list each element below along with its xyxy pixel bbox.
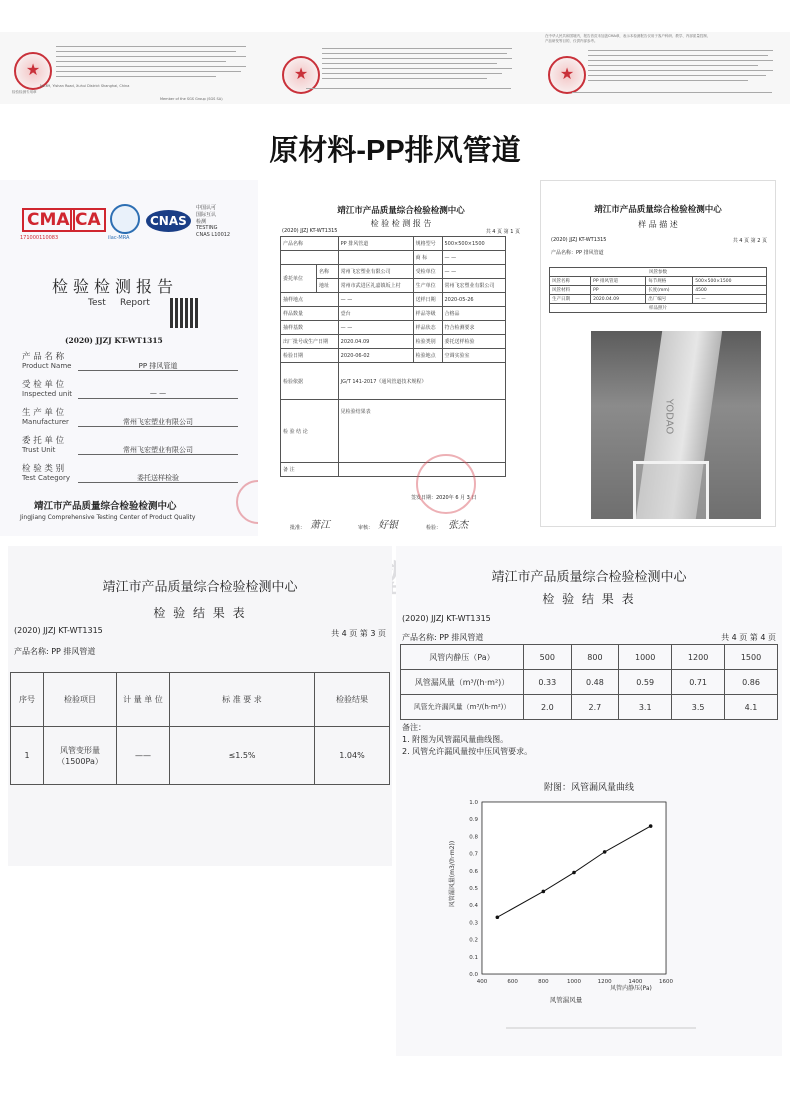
p1-page-info: 共 4 页 第 1 页 [485, 229, 520, 235]
p1-approver: 批准： [290, 525, 306, 531]
cell: 委托单位 [281, 265, 317, 293]
p4-notes-title: 备注： [402, 723, 426, 732]
chart-x-label: 风管内静压(Pa) [610, 985, 652, 992]
p3-report-no: (2020) JJZJ KT-WT1315 [14, 626, 103, 635]
cell: 2020-06-02 [338, 349, 413, 363]
x-tick-label: 1400 [628, 979, 643, 985]
member-note: Member of the SGS Group (SGS SA) [160, 97, 223, 101]
approver-signature: 萧江 [310, 520, 330, 531]
cell: 计 量 单 位 [117, 673, 170, 727]
p1-inspector: 检验： [426, 525, 442, 531]
cell: 名称 [317, 265, 339, 279]
cell: 3.1 [619, 695, 672, 720]
cell: 常州飞宏塑业有限公司 [442, 279, 506, 293]
field-label-cn: 产 品 名 称 [22, 352, 65, 362]
cell: 受检单位 [413, 265, 442, 279]
p1-reviewer: 审核： [358, 525, 374, 531]
p4-center: 靖江市产品质量综合检验检测中心 [491, 570, 687, 585]
manufacturer-value: 常州飞宏塑业有限公司 [123, 418, 193, 426]
cell: 检验地点 [413, 349, 442, 363]
result-page-3 [8, 546, 392, 866]
y-tick-label: 0.1 [469, 954, 478, 961]
p2-product: 产品名称：PP 排风管道 [551, 250, 604, 256]
cell: — — [693, 295, 767, 304]
p1-info-table [280, 236, 506, 477]
cma-statement-2: 产品研发等目的，仅供内部参考。 [545, 39, 598, 43]
data-point [603, 850, 607, 854]
cell: 风管允许漏风量（m³/(h·m²)） [401, 695, 524, 720]
cell: 0.59 [619, 670, 672, 695]
page-title: 原材料-PP排风管道 [269, 135, 521, 167]
cell: 风管参数 [550, 268, 767, 277]
cell: 样品等级 [413, 307, 442, 321]
sample-photo [591, 331, 761, 519]
chart-title: 附图：风管漏风量曲线 [543, 783, 635, 793]
cell: — — [338, 321, 413, 335]
cell: PP [591, 286, 646, 295]
cell: 样品照片 [550, 304, 767, 313]
p4-note-2: 2. 风管允许漏风量按中压风管要求。 [402, 747, 533, 756]
cell: ≤1.5% [170, 727, 315, 785]
cell: 2.0 [524, 695, 572, 720]
cell: 800 [571, 645, 619, 670]
cell: 500×500×1500 [693, 277, 767, 286]
seal-text: 检验检测专用章 [12, 90, 37, 94]
cell: 检验日期 [281, 349, 339, 363]
cell: 风管名称 [550, 277, 591, 286]
y-tick-label: 0.0 [469, 972, 478, 978]
sample-description-page [540, 180, 776, 527]
cell: 1200 [672, 645, 725, 670]
x-tick-label: 1600 [659, 979, 673, 985]
x-tick-label: 400 [476, 979, 488, 985]
cma-number: 171000110083 [20, 235, 59, 241]
cma-logo: CMA [22, 208, 75, 232]
inspector-signature: 张杰 [448, 520, 468, 531]
report-cover [0, 180, 258, 536]
y-tick-label: 0.4 [469, 903, 478, 910]
cover-report-no: (2020) JJZJ KT-WT1315 [65, 336, 163, 345]
cell: 2020.04.09 [338, 335, 413, 349]
cell: 委托送样检验 [442, 335, 506, 349]
cma-statement-1: 在中华人民共和国境内，报告首页未加盖CMA章，表示本检测报告仅用于客户科研、教学、内部质量控制、 [545, 34, 711, 38]
cell: 出厂批号或生产日期 [281, 335, 339, 349]
ca-logo: CA [70, 208, 106, 232]
cell: 3.5 [672, 695, 725, 720]
cell: 抽样地点 [281, 293, 339, 307]
cell: 0.48 [571, 670, 619, 695]
cell: 合格品 [442, 307, 506, 321]
p2-param-table [549, 267, 767, 313]
p3-result-table [10, 672, 390, 785]
field-label-en: Inspected unit [22, 390, 73, 398]
cell: 4.1 [725, 695, 778, 720]
data-point [649, 824, 653, 828]
chart-footer-label: 风管漏风量 [549, 996, 583, 1004]
y-tick-label: 0.8 [469, 834, 478, 841]
cell: 0.86 [725, 670, 778, 695]
cell: 检验结果 [315, 673, 390, 727]
p1-title: 检 验 检 测 报 告 [370, 219, 432, 228]
result-page-4 [396, 546, 782, 1056]
cell: 空调实验室 [442, 349, 506, 363]
cell: PP 排风管道 [591, 277, 646, 286]
cell: 风管内静压（Pa） [401, 645, 524, 670]
cover-title-cn: 检验检测报告 [52, 277, 179, 296]
cell: 样品状态 [413, 321, 442, 335]
certificate-strip [0, 32, 790, 104]
cell: 2020.04.09 [591, 295, 646, 304]
data-point [496, 915, 500, 919]
cell: 序号 [11, 673, 44, 727]
leakage-chart [396, 776, 782, 1046]
cell: 规格型号 [413, 237, 442, 251]
cnas-line-5: CNAS L10012 [196, 232, 231, 238]
x-tick-label: 800 [538, 979, 549, 985]
cnas-line-1: 中国认可 [196, 205, 217, 211]
cell: 样品数量 [281, 307, 339, 321]
cell: 检 验 结 论 [281, 400, 339, 463]
cell: 2020-05-26 [442, 293, 506, 307]
cell: JG/T 141-2017《通风管道技术规程》 [338, 363, 505, 400]
product-name-value: PP 排风管道 [138, 362, 178, 370]
cell: PP 排风管道 [338, 237, 413, 251]
ilac-logo [110, 204, 140, 234]
p1-center: 靖江市产品质量综合检验检测中心 [337, 206, 465, 216]
cnas-line-4: TESTING [196, 225, 218, 231]
cell: 0.71 [672, 670, 725, 695]
cell: 检验项目 [44, 673, 117, 727]
p3-page-info: 共 4 页 第 3 页 [331, 629, 386, 638]
cell: 风管漏风量（m³/(h·m²)） [401, 670, 524, 695]
report-page-1 [276, 184, 526, 536]
p4-title: 检 验 结 果 表 [542, 592, 636, 606]
cell: 0.33 [524, 670, 572, 695]
field-label-en: Product Name [22, 362, 72, 370]
cover-title-en: Test Report [88, 298, 150, 308]
p4-leakage-table [400, 644, 778, 720]
x-tick-label: 1000 [567, 979, 581, 985]
cell: 出厂编号 [646, 295, 693, 304]
cell: 检验类别 [413, 335, 442, 349]
cell: 生产日期 [550, 295, 591, 304]
field-label-en: Test Category [22, 474, 70, 482]
cell: 常州市武进区礼嘉镇坂上村 [338, 279, 413, 293]
field-label-cn: 生 产 单 位 [22, 408, 65, 418]
cell: 每节规格 [646, 277, 693, 286]
chart-y-label: 风管漏风量(m3/(h·m2)) [449, 840, 456, 908]
p2-page-info: 共 4 页 第 2 页 [732, 238, 767, 244]
cell: 送样日期 [413, 293, 442, 307]
p1-sign-date: 签发日期：2020年 6 月 3 日 [411, 495, 477, 501]
y-tick-label: 0.3 [469, 920, 478, 927]
plot-frame [482, 802, 666, 974]
cell: 检验依据 [281, 363, 339, 400]
cell: 商 标 [413, 251, 442, 265]
photo-duct-text: YODAO [663, 398, 675, 435]
cell: 1500 [725, 645, 778, 670]
p4-note-1: 1. 附图为风管漏风量曲线图。 [402, 735, 509, 744]
duct-end [633, 461, 709, 519]
field-label-cn: 委 托 单 位 [22, 436, 65, 446]
cell: 风管材料 [550, 286, 591, 295]
y-tick-label: 0.5 [469, 886, 478, 892]
p2-center: 靖江市产品质量综合检验检测中心 [594, 205, 722, 215]
cnas-logo: CNAS [146, 210, 191, 232]
cell: — — [442, 251, 506, 265]
p2-report-no: (2020) JJZJ KT-WT1315 [551, 237, 607, 243]
cell: — — [442, 265, 506, 279]
seal-icon [548, 56, 586, 94]
p4-product: 产品名称: PP 排风管道 [402, 633, 484, 642]
field-label-cn: 检 验 类 别 [22, 464, 65, 474]
y-tick-label: 1.0 [469, 800, 478, 806]
p1-report-no: (2020) JJZJ KT-WT1315 [282, 228, 338, 234]
cell: 500 [524, 645, 572, 670]
data-point [572, 871, 576, 875]
cell: 见检验结果表 [338, 400, 505, 463]
cover-center-en: JingJiang Comprehensive Testing Center of Product Quality [20, 514, 196, 521]
cell: 500×500×1500 [442, 237, 506, 251]
p3-product: 产品名称: PP 排风管道 [14, 647, 96, 656]
inspected-unit-value: — — [149, 389, 167, 397]
cell: — — [338, 293, 413, 307]
cell: 壹台 [338, 307, 413, 321]
cell: 产品名称 [281, 237, 339, 251]
cell: 抽样基数 [281, 321, 339, 335]
cell: 符合检测要求 [442, 321, 506, 335]
cell: 常州飞宏塑业有限公司 [338, 265, 413, 279]
p2-title: 样 品 描 述 [638, 220, 678, 229]
cell: 1 [11, 727, 44, 785]
cnas-line-2: 国际互认 [196, 212, 217, 218]
data-point [542, 890, 546, 894]
cell: —— [117, 727, 170, 785]
field-label-en: Trust Unit [22, 446, 56, 454]
p3-title: 检 验 结 果 表 [153, 606, 247, 620]
p4-page-info: 共 4 页 第 4 页 [721, 633, 776, 642]
cell: 标 准 要 求 [170, 673, 315, 727]
cell: 1.04% [315, 727, 390, 785]
test-category-value: 委托送样检验 [137, 474, 179, 482]
y-tick-label: 0.2 [469, 937, 478, 944]
ilac-label: ilac-MRA [108, 235, 130, 241]
cell: 1000 [619, 645, 672, 670]
cnas-line-3: 检测 [196, 219, 207, 225]
y-tick-label: 0.9 [469, 817, 478, 824]
field-label-cn: 受 检 单 位 [22, 380, 65, 390]
cell: 生产单位 [413, 279, 442, 293]
cell: 2.7 [571, 695, 619, 720]
address-text: No.69, Yishan Road, Xuhui District Shanghai, China [40, 84, 130, 88]
p3-center: 靖江市产品质量综合检验检测中心 [102, 580, 298, 595]
chart-axes [469, 800, 673, 985]
cell: 风管变形量（1500Pa） [44, 727, 117, 785]
y-tick-label: 0.6 [469, 868, 478, 875]
reviewer-signature: 好银 [378, 520, 398, 531]
x-tick-label: 1200 [597, 979, 612, 985]
p4-report-no: (2020) JJZJ KT-WT1315 [402, 614, 491, 623]
cell: 地址 [317, 279, 339, 293]
cell: 长度(mm) [646, 286, 693, 295]
trust-unit-value: 常州飞宏塑业有限公司 [123, 446, 193, 454]
field-label-en: Manufacturer [22, 418, 69, 426]
y-tick-label: 0.7 [469, 851, 478, 858]
x-tick-label: 600 [507, 979, 518, 985]
cell: 4500 [693, 286, 767, 295]
qr-code-icon [170, 298, 200, 328]
cover-center-cn: 靖江市产品质量综合检验检测中心 [34, 501, 177, 512]
cell: 备 注 [281, 463, 339, 477]
